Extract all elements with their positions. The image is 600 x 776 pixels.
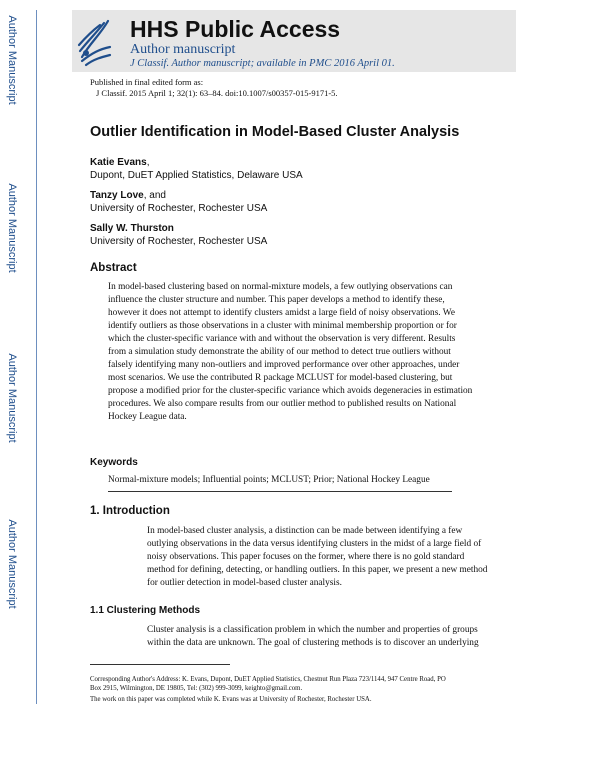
author-affiliation: Dupont, DuET Applied Statistics, Delaware USA bbox=[90, 170, 303, 181]
citation-line: J Classif. 2015 April 1; 32(1): 63–84. doi:10.1007/s00357-015-9171-5. bbox=[96, 88, 338, 98]
text-line: method for defining, detecting, or handling outliers. In this paper, we present a new method bbox=[147, 565, 488, 575]
footnote-line: The work on this paper was completed while K. Evans was at University of Rochester, Rochester USA. bbox=[90, 696, 372, 703]
keywords-heading: Keywords bbox=[90, 457, 138, 468]
introduction-body bbox=[147, 525, 487, 590]
text-line: propose a modified prior for the cluster-specific variance which avoids degeneracies in estimation bbox=[108, 386, 473, 396]
text-line: In model-based cluster analysis, a distinction can be made between identifying a few bbox=[147, 526, 463, 536]
keywords-list: Normal-mixture models; Influential points; MCLUST; Prior; National Hockey League bbox=[108, 475, 430, 485]
text-line: noisy observations. This paper focuses on the former, where there is no gold standard bbox=[147, 552, 465, 562]
text-line: outlying observations in the data versus identifying clusters in the midst of a large field of bbox=[147, 539, 482, 549]
hhs-subtitle: Author manuscript bbox=[130, 42, 236, 57]
author-affiliation: University of Rochester, Rochester USA bbox=[90, 203, 268, 214]
text-line: within the data are unknown. The goal of clustering methods is to discover an underlying bbox=[147, 638, 479, 648]
text-line: Cluster analysis is a classification problem in which the number and properties of groups bbox=[147, 625, 478, 635]
author-name: Katie Evans, bbox=[90, 157, 150, 168]
text-line: for outlier detection in model-based cluster analysis. bbox=[147, 578, 342, 588]
paper-title: Outlier Identification in Model-Based Cluster Analysis bbox=[90, 124, 460, 140]
clustering-methods-heading: 1.1 Clustering Methods bbox=[90, 605, 201, 616]
text-line: from a simulation study demonstrate the ability of our method to detect true outliers without bbox=[108, 347, 451, 357]
journal-availability-link[interactable]: J Classif. Author manuscript; available in PMC 2016 April 01. bbox=[130, 58, 395, 69]
clustering-methods-body bbox=[147, 624, 479, 650]
hhs-title: HHS Public Access bbox=[130, 16, 341, 42]
abstract-heading: Abstract bbox=[90, 262, 137, 274]
text-line: influence the cluster structure and number. This paper develops a method to identify these, bbox=[108, 295, 445, 305]
sidebar-divider bbox=[36, 10, 37, 704]
footnote-line: Box 2915, Wilmington, DE 19805, Tel: (302) 999-3099, keighto@gmail.com. bbox=[90, 685, 303, 692]
text-line: which the cluster-specific variance with and without the observation is very different. Results bbox=[108, 334, 456, 344]
published-label: Published in final edited form as: bbox=[90, 77, 204, 87]
author-affiliation: University of Rochester, Rochester USA bbox=[90, 236, 268, 247]
keywords-divider bbox=[108, 491, 452, 492]
footnote-divider bbox=[90, 664, 230, 665]
text-line: Hockey League data. bbox=[108, 412, 187, 422]
text-line: falsely identifying many non-outliers and improved performance over other approaches, under bbox=[108, 360, 460, 370]
text-line: however it does not attempt to identify clusters amidst a large field of noisy observations. We bbox=[108, 308, 455, 318]
text-line: identify outliers as those observations in a cluster with minimal membership proportion or for bbox=[108, 321, 457, 331]
hhs-eagle-logo-icon bbox=[74, 13, 114, 69]
text-line: most scenarios. We use the contributed R package MCLUST for model-based clustering, but bbox=[108, 373, 453, 383]
footnotes bbox=[90, 675, 446, 704]
text-line: In model-based clustering based on normal-mixture models, a few outlying observations can bbox=[108, 282, 453, 292]
abstract-body bbox=[108, 281, 472, 424]
author-name: Tanzy Love, and bbox=[90, 190, 166, 201]
author-name: Sally W. Thurston bbox=[90, 223, 174, 234]
footnote-line: Corresponding Author's Address: K. Evans, Dupont, DuET Applied Statistics, Chestnut Run Plaza 723/1144, 947 Centre Road, PO bbox=[90, 676, 446, 683]
text-line: procedures. We also compare results from our outlier method to published results on National bbox=[108, 399, 457, 409]
author-manuscript-sidebar: Author Manuscript Author Manuscript Author Manuscript Author Manuscript bbox=[6, 15, 18, 609]
introduction-heading: 1. Introduction bbox=[90, 505, 170, 517]
